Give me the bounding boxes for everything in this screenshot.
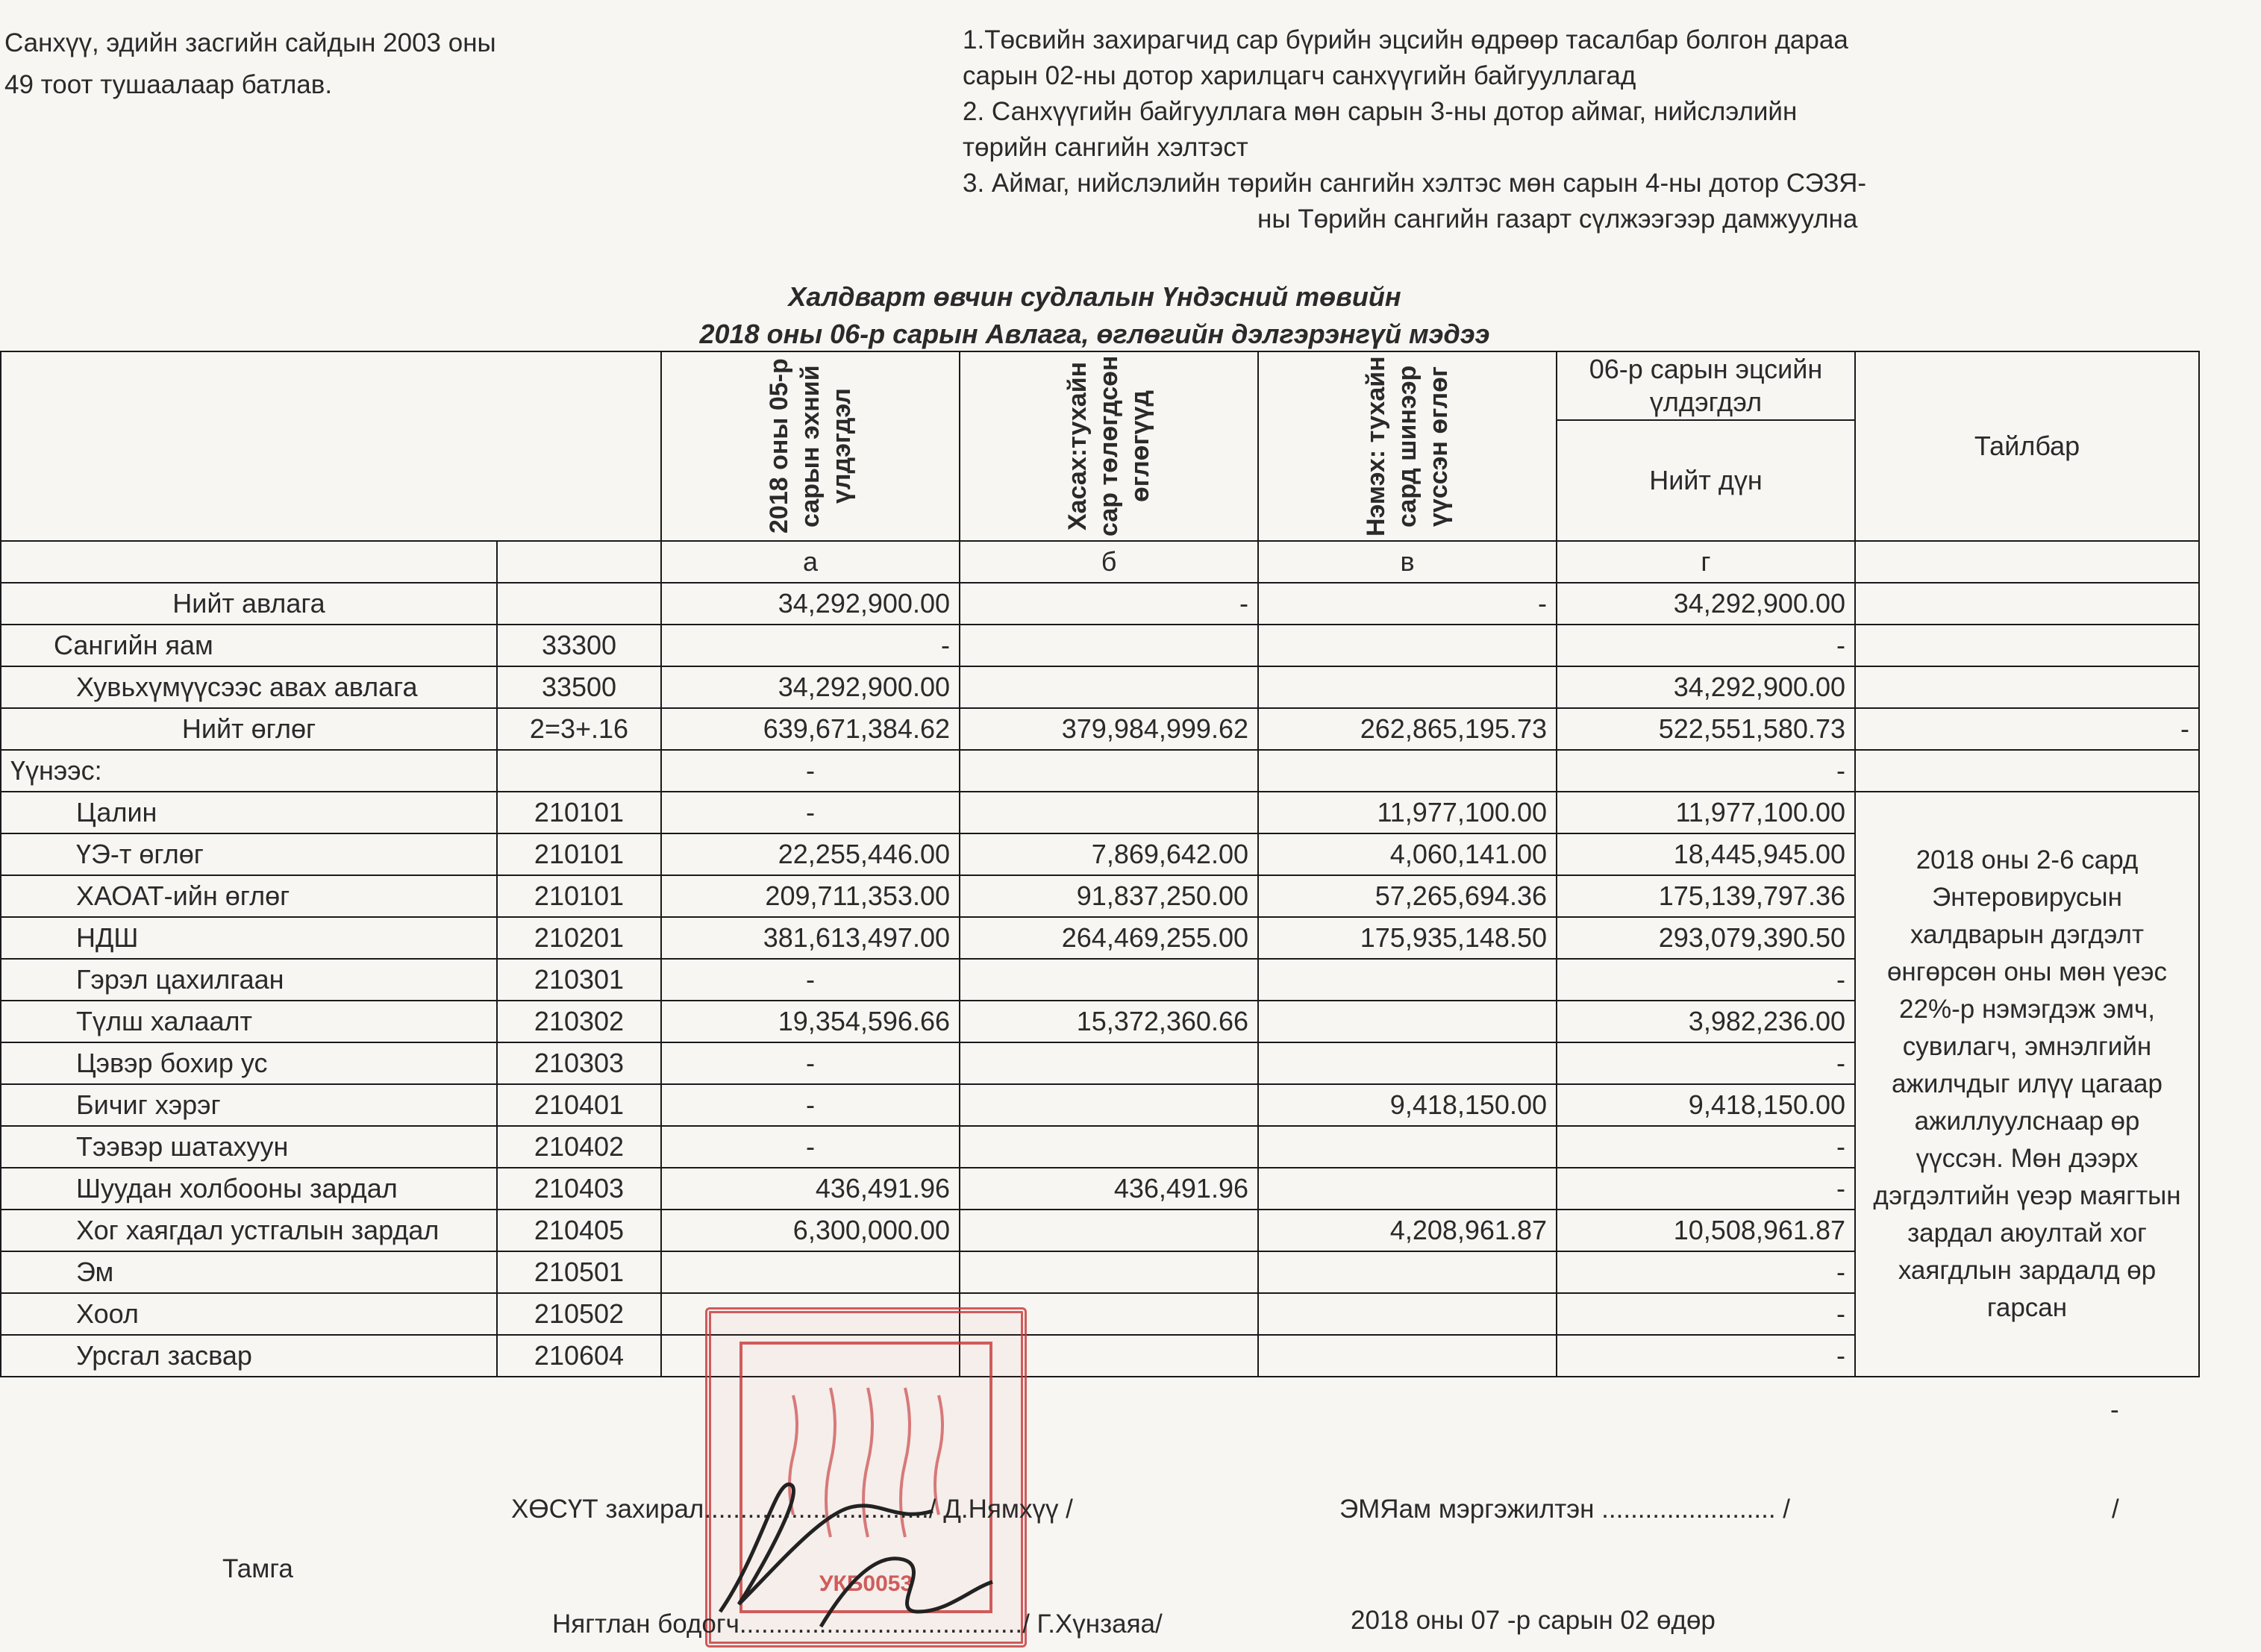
cell-v [1258,666,1557,708]
instruction-line: 3. Аймаг, нийслэлийн төрийн сангийн хэлтэс мөн сарын 4-ны дотор СЭЗЯ- [963,169,1867,198]
cell-b [960,1084,1258,1126]
row-label: НДШ [1,917,497,959]
cell-b [960,1126,1258,1168]
row-code: 210201 [497,917,661,959]
cell-b: - [960,583,1258,625]
row-code: 210501 [497,1251,661,1293]
cell-a: 34,292,900.00 [661,666,960,708]
row-label: Нийт өглөг [1,708,497,750]
cell-g: 175,139,797.36 [1557,875,1855,917]
cell-a: 22,255,446.00 [661,833,960,875]
approval-note [4,22,496,106]
cell-v [1258,1251,1557,1293]
cell-g: 18,445,945.00 [1557,833,1855,875]
col-header-note: Тайлбар [1855,351,2199,541]
report-title [0,278,2189,353]
cell-b [960,666,1258,708]
col-header-g-top: 06-р сарын эцсийн үлдэгдэл [1557,351,1855,420]
row-label: Эм [1,1251,497,1293]
cell-v: 4,060,141.00 [1258,833,1557,875]
handwritten-signature-icon [709,1440,1045,1642]
table-row [1,625,2199,666]
cell-v: 4,208,961.87 [1258,1210,1557,1251]
row-label: Хоол [1,1293,497,1335]
director-signature-line: ХӨСҮТ захирал.............................../ Д.Нямхүү / [511,1495,1073,1524]
cell-v [1258,1335,1557,1377]
row-label: Урсгал засвар [1,1335,497,1377]
row-label: Хог хаягдал устгалын зардал [1,1210,497,1251]
cell-g: - [1557,750,1855,792]
cell-b [960,1251,1258,1293]
row-label: Бичиг хэрэг [1,1084,497,1126]
row-code: 210405 [497,1210,661,1251]
cell-a: - [661,1126,960,1168]
seal-code: УКБ0053 [819,1571,913,1596]
letter-blank [1855,541,2199,583]
table-row [1,666,2199,708]
row-code: 210302 [497,1001,661,1042]
letter-a: а [661,541,960,583]
table-row [1,708,2199,750]
cell-b [960,625,1258,666]
cell-v [1258,1168,1557,1210]
cell-a: 639,671,384.62 [661,708,960,750]
cell-v [1258,959,1557,1001]
title-line-1: Халдварт өвчин судлалын Үндэсний төвийн [788,281,1401,312]
row-code: 2=3+.16 [497,708,661,750]
cell-v: - [1258,583,1557,625]
cell-a: - [661,1084,960,1126]
row-label: Хувьхүмүүсээс авах авлага [1,666,497,708]
cell-b: 264,469,255.00 [960,917,1258,959]
row-code: 210402 [497,1126,661,1168]
row-label: Нийт авлага [1,583,497,625]
row-code: 210502 [497,1293,661,1335]
row-label: Гэрэл цахилгаан [1,959,497,1001]
cell-g: - [1557,959,1855,1001]
cell-v: 175,935,148.50 [1258,917,1557,959]
instruction-line: ны Төрийн сангийн газарт сүлжээгээр дамжуулна [1257,204,1858,234]
cell-note [1855,666,2199,708]
row-label: Түлш халаалт [1,1001,497,1042]
cell-v [1258,1293,1557,1335]
letter-b: б [960,541,1258,583]
cell-v [1258,1001,1557,1042]
cell-b: 15,372,360.66 [960,1001,1258,1042]
stray-dash: - [2110,1395,2119,1424]
row-label: Үүнээс: [1,750,497,792]
report-date: 2018 оны 07 -р сарын 02 өдөр [1351,1606,1716,1635]
row-label: ҮЭ-т өглөг [1,833,497,875]
row-code [497,583,661,625]
cell-v: 57,265,694.36 [1258,875,1557,917]
cell-b [960,1042,1258,1084]
letter-blank [497,541,661,583]
cell-g: - [1557,1042,1855,1084]
col-header-g-sub: Нийт дүн [1557,420,1855,541]
row-code: 210604 [497,1335,661,1377]
merged-explanation: 2018 оны 2-6 сард Энтеровирусын халдварын дэгдэлт өнгөрсөн оны мөн үеэс 22%-р нэмэгдэж эмч, сувилагч, эмнэлгийн ажилчдыг илүү цагаар ажиллуулснаар өр үүссэн. Мөн дээрх дэгдэлтийн үеэр маягтын зардал аюултай хог хаягдлын зардалд өр гарсан [1855,792,2199,1377]
approval-line: 49 тоот тушаалаар батлав. [4,70,333,99]
cell-v [1258,1126,1557,1168]
letter-v: в [1258,541,1557,583]
receivables-payables-table [0,351,2200,1377]
row-label: Цэвэр бохир ус [1,1042,497,1084]
stamp-label: Тамга [222,1554,293,1583]
row-code: 210403 [497,1168,661,1210]
cell-g: 11,977,100.00 [1557,792,1855,833]
cell-b: 7,869,642.00 [960,833,1258,875]
accountant-signature-line: Нягтлан бодогч......................................./ Г.Хүнзаяа/ [552,1609,1163,1639]
row-code: 210303 [497,1042,661,1084]
approval-line: Санхүү, эдийн засгийн сайдын 2003 оны [4,28,496,57]
cell-v: 262,865,195.73 [1258,708,1557,750]
cell-a: 34,292,900.00 [661,583,960,625]
instruction-line: төрийн сангийн хэлтэст [963,133,1248,162]
row-code: 210101 [497,833,661,875]
row-label: Шуудан холбооны зардал [1,1168,497,1210]
cell-b [960,959,1258,1001]
instruction-line: 1.Төсвийн захирагчид сар бүрийн эцсийн өдрөөр тасалбар болгон дараа [963,25,1848,54]
cell-v [1258,750,1557,792]
cell-g: - [1557,1251,1855,1293]
cell-g: - [1557,1126,1855,1168]
cell-g: - [1557,1335,1855,1377]
instructions [963,22,2007,237]
cell-a: - [661,959,960,1001]
cell-b: 436,491.96 [960,1168,1258,1210]
letter-g: г [1557,541,1855,583]
cell-a: 19,354,596.66 [661,1001,960,1042]
cell-g: 10,508,961.87 [1557,1210,1855,1251]
specialist-closing-slash: / [2112,1495,2119,1524]
blank-header [1,351,661,541]
cell-g: 293,079,390.50 [1557,917,1855,959]
row-code: 210301 [497,959,661,1001]
instruction-line: 2. Санхүүгийн байгууллага мөн сарын 3-ны дотор аймаг, нийслэлийн [963,97,1798,126]
row-code: 210401 [497,1084,661,1126]
row-label: ХАОАТ-ийн өглөг [1,875,497,917]
cell-a: - [661,625,960,666]
table-row [1,750,2199,792]
cell-g: 3,982,236.00 [1557,1001,1855,1042]
cell-a: - [661,792,960,833]
cell-g: 9,418,150.00 [1557,1084,1855,1126]
col-header-v: Нэмэх: тухайн сард шинээр үүссэн өглөг [1258,351,1557,541]
cell-note [1855,750,2199,792]
cell-g: 34,292,900.00 [1557,583,1855,625]
cell-b: 379,984,999.62 [960,708,1258,750]
row-code: 33500 [497,666,661,708]
cell-v: 11,977,100.00 [1258,792,1557,833]
cell-g: 34,292,900.00 [1557,666,1855,708]
row-code: 210101 [497,875,661,917]
row-label: Цалин [1,792,497,833]
table-row [1,792,2199,833]
cell-b: 91,837,250.00 [960,875,1258,917]
letter-blank [1,541,497,583]
cell-a: 6,300,000.00 [661,1210,960,1251]
row-code [497,750,661,792]
row-code: 210101 [497,792,661,833]
cell-b [960,750,1258,792]
row-label: Сангийн яам [1,625,497,666]
cell-a: 436,491.96 [661,1168,960,1210]
col-header-b: Хасах:тухайн сар төлөгдсөн өглөгүүд [960,351,1258,541]
cell-a: 381,613,497.00 [661,917,960,959]
cell-g: - [1557,625,1855,666]
cell-v: 9,418,150.00 [1258,1084,1557,1126]
cell-a: - [661,1042,960,1084]
title-line-2: 2018 оны 06-р сарын Авлага, өглөгийн дэлгэрэнгүй мэдээ [699,319,1490,349]
cell-a [661,1251,960,1293]
cell-g: - [1557,1168,1855,1210]
cell-note: - [1855,708,2199,750]
instruction-line: сарын 02-ны дотор харилцагч санхүүгийн байгууллагад [963,61,1636,90]
cell-b [960,792,1258,833]
row-code: 33300 [497,625,661,666]
specialist-signature-line: ЭМЯам мэргэжилтэн ........................ / [1339,1495,1791,1524]
cell-v [1258,1042,1557,1084]
cell-a: 209,711,353.00 [661,875,960,917]
col-header-a: 2018 оны 05-р сарын эхний үлдэгдэл [661,351,960,541]
cell-note [1855,583,2199,625]
row-label: Тээвэр шатахуун [1,1126,497,1168]
cell-g: - [1557,1293,1855,1335]
table-row [1,583,2199,625]
cell-v [1258,625,1557,666]
cell-g: 522,551,580.73 [1557,708,1855,750]
cell-note [1855,625,2199,666]
cell-b [960,1210,1258,1251]
cell-a: - [661,750,960,792]
